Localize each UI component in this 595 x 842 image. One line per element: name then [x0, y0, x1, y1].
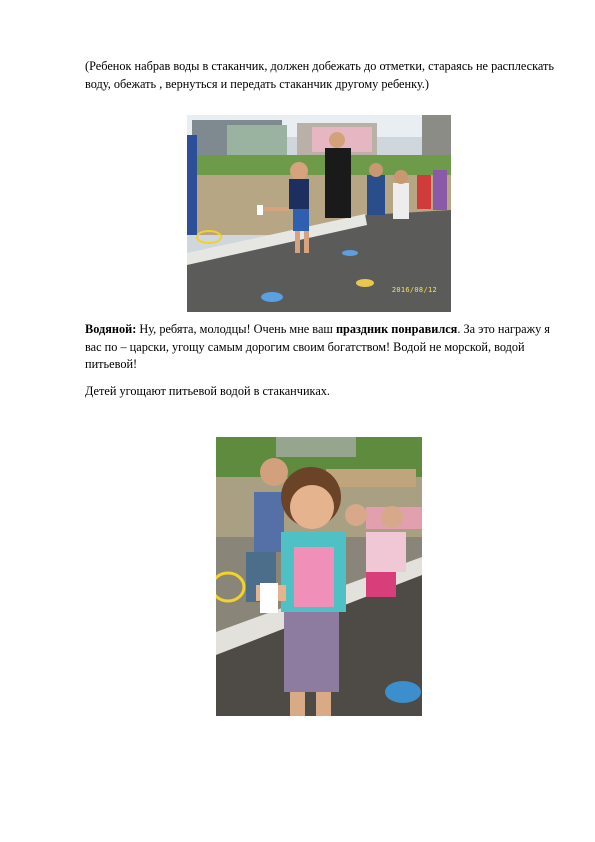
- photo-girl-with-cup: [216, 437, 422, 716]
- speech-bold-phrase: праздник понравился: [335, 322, 458, 336]
- photo-date-stamp: 2016/08/12: [391, 286, 437, 294]
- speaker-name: Водяной:: [85, 322, 137, 336]
- paragraph-vodyanoy-speech: [85, 321, 555, 374]
- photo-relay-race: [187, 115, 451, 312]
- speech-text-part2: . За это награжу я вас по – царски, угощу самым дорогим своим богатством! Водой не морской, водой питьевой!: [85, 322, 550, 371]
- paragraph-water-treat: Детей угощают питьевой водой в стаканчиках.: [85, 384, 331, 398]
- photo-girl-with-cup-image: [216, 437, 422, 716]
- speech-text-part1: Ну, ребята, молодцы! Очень мне ваш: [136, 322, 336, 336]
- photo-relay-race-image: [187, 115, 451, 312]
- paragraph-instructions: (Ребенок набрав воды в стаканчик, должен добежать до отметки, стараясь не расплескать воду, обежать , вернуться и передать стаканчик другому ребенку.): [85, 59, 554, 91]
